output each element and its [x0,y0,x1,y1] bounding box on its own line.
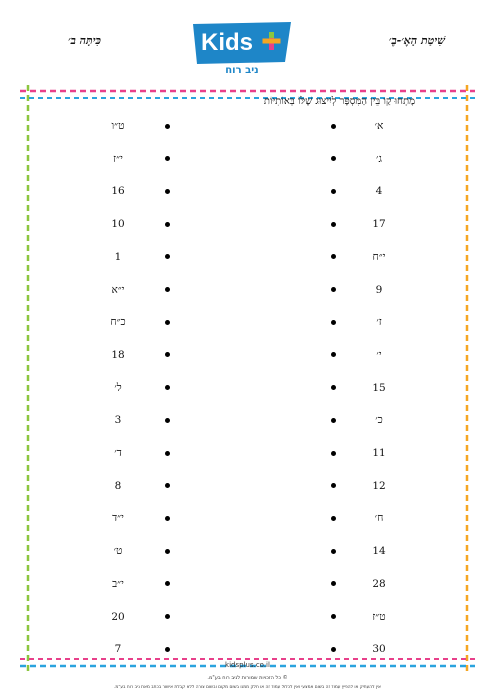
right-item-label: 4 [375,185,383,198]
grade-label: כִּיתָּה ב׳ [68,34,101,47]
match-row [0,576,495,592]
match-row [0,282,495,298]
left-item-label: ט״ו [111,120,125,132]
match-row [0,380,495,396]
left-item-label: ל׳ [114,381,122,394]
right-item-label: 17 [372,218,386,231]
left-item-label: ט׳ [113,545,123,558]
left-item-label: 7 [114,643,122,656]
right-connect-dot[interactable] [331,320,336,325]
right-item-label: ג׳ [376,152,382,165]
match-row [0,249,495,265]
left-item-label: 18 [111,348,125,361]
right-connect-dot[interactable] [331,549,336,554]
right-connect-dot[interactable] [331,516,336,521]
match-row [0,641,495,657]
right-connect-dot[interactable] [331,287,336,292]
left-connect-dot[interactable] [165,254,170,259]
left-item-label: י״ד [112,512,124,525]
left-connect-dot[interactable] [165,124,170,129]
right-connect-dot[interactable] [331,385,336,390]
left-item-label: י״א [111,283,125,296]
left-item-label: 16 [111,185,125,198]
match-row [0,478,495,494]
right-item-label: 9 [375,283,383,296]
match-row [0,216,495,232]
right-item-label: 14 [372,545,386,558]
logo-subtitle: ניב רוח [225,65,259,74]
right-item-label: ח׳ [374,512,384,525]
left-item-label: 10 [111,218,125,231]
right-item-label: ט״ז [372,610,386,623]
left-connect-dot[interactable] [165,352,170,357]
right-item-label: 28 [372,577,386,590]
left-item-label: י״ז [113,152,123,165]
match-row [0,609,495,625]
match-row [0,118,495,134]
footer-legal: אין להעתיק או להפיץ עמוד זה בשום אמצעי ואין לכלול עמוד זה או חלק ממנו בשום מקום ובשום צורה ללא קבלת אישור בכתב מאת ניב רוח בע"מ. [114,685,381,690]
left-item-label: 3 [114,414,122,427]
right-connect-dot[interactable] [331,254,336,259]
right-connect-dot[interactable] [331,647,336,652]
left-connect-dot[interactable] [165,320,170,325]
left-connect-dot[interactable] [165,581,170,586]
left-connect-dot[interactable] [165,222,170,227]
left-connect-dot[interactable] [165,483,170,488]
right-connect-dot[interactable] [331,156,336,161]
match-row [0,445,495,461]
match-row [0,347,495,363]
match-row [0,510,495,526]
right-connect-dot[interactable] [331,614,336,619]
match-row [0,151,495,167]
footer-copyright: © כל הזכויות שמורות לניב רוח בע"מ. [207,675,288,681]
match-row [0,183,495,199]
match-row [0,314,495,330]
left-connect-dot[interactable] [165,287,170,292]
left-connect-dot[interactable] [165,647,170,652]
left-item-label: 20 [111,610,125,623]
left-connect-dot[interactable] [165,614,170,619]
right-connect-dot[interactable] [331,451,336,456]
right-item-label: א׳ [374,120,384,132]
left-connect-dot[interactable] [165,156,170,161]
left-connect-dot[interactable] [165,418,170,423]
left-item-label: 8 [114,479,122,492]
right-connect-dot[interactable] [331,483,336,488]
right-connect-dot[interactable] [331,581,336,586]
worksheet-topic: שִׁיטַת הָאֶ׳-בֶ׳ [388,34,445,47]
right-item-label: 11 [372,447,386,459]
left-connect-dot[interactable] [165,516,170,521]
left-connect-dot[interactable] [165,189,170,194]
right-connect-dot[interactable] [331,124,336,129]
right-connect-dot[interactable] [331,222,336,227]
right-connect-dot[interactable] [331,418,336,423]
right-item-label: 15 [372,381,386,394]
left-connect-dot[interactable] [165,549,170,554]
logo-kids-text: Kids [201,29,254,56]
right-item-label: י׳ [376,348,382,361]
right-item-label: כ׳ [375,414,383,427]
match-row [0,543,495,559]
left-item-label: י״ב [112,577,124,590]
right-item-label: 30 [372,643,386,656]
right-connect-dot[interactable] [331,352,336,357]
right-item-label: ז׳ [376,316,382,329]
left-item-label: ד׳ [114,447,122,459]
left-connect-dot[interactable] [165,451,170,456]
right-connect-dot[interactable] [331,189,336,194]
footer-url[interactable]: kidsplus.co.il [225,661,270,669]
right-item-label: 12 [372,479,386,492]
left-item-label: כ״ח [110,316,126,329]
left-item-label: 1 [114,250,122,263]
left-connect-dot[interactable] [165,385,170,390]
right-item-label: י״ח [372,250,386,263]
match-row [0,412,495,428]
instructions: מָתְחוּ קַו בֵּין הַמִּסְפָּר לְיִיצוּג שֶׁלּוֹ בְּאוֹתִיּוֹת [263,96,415,107]
